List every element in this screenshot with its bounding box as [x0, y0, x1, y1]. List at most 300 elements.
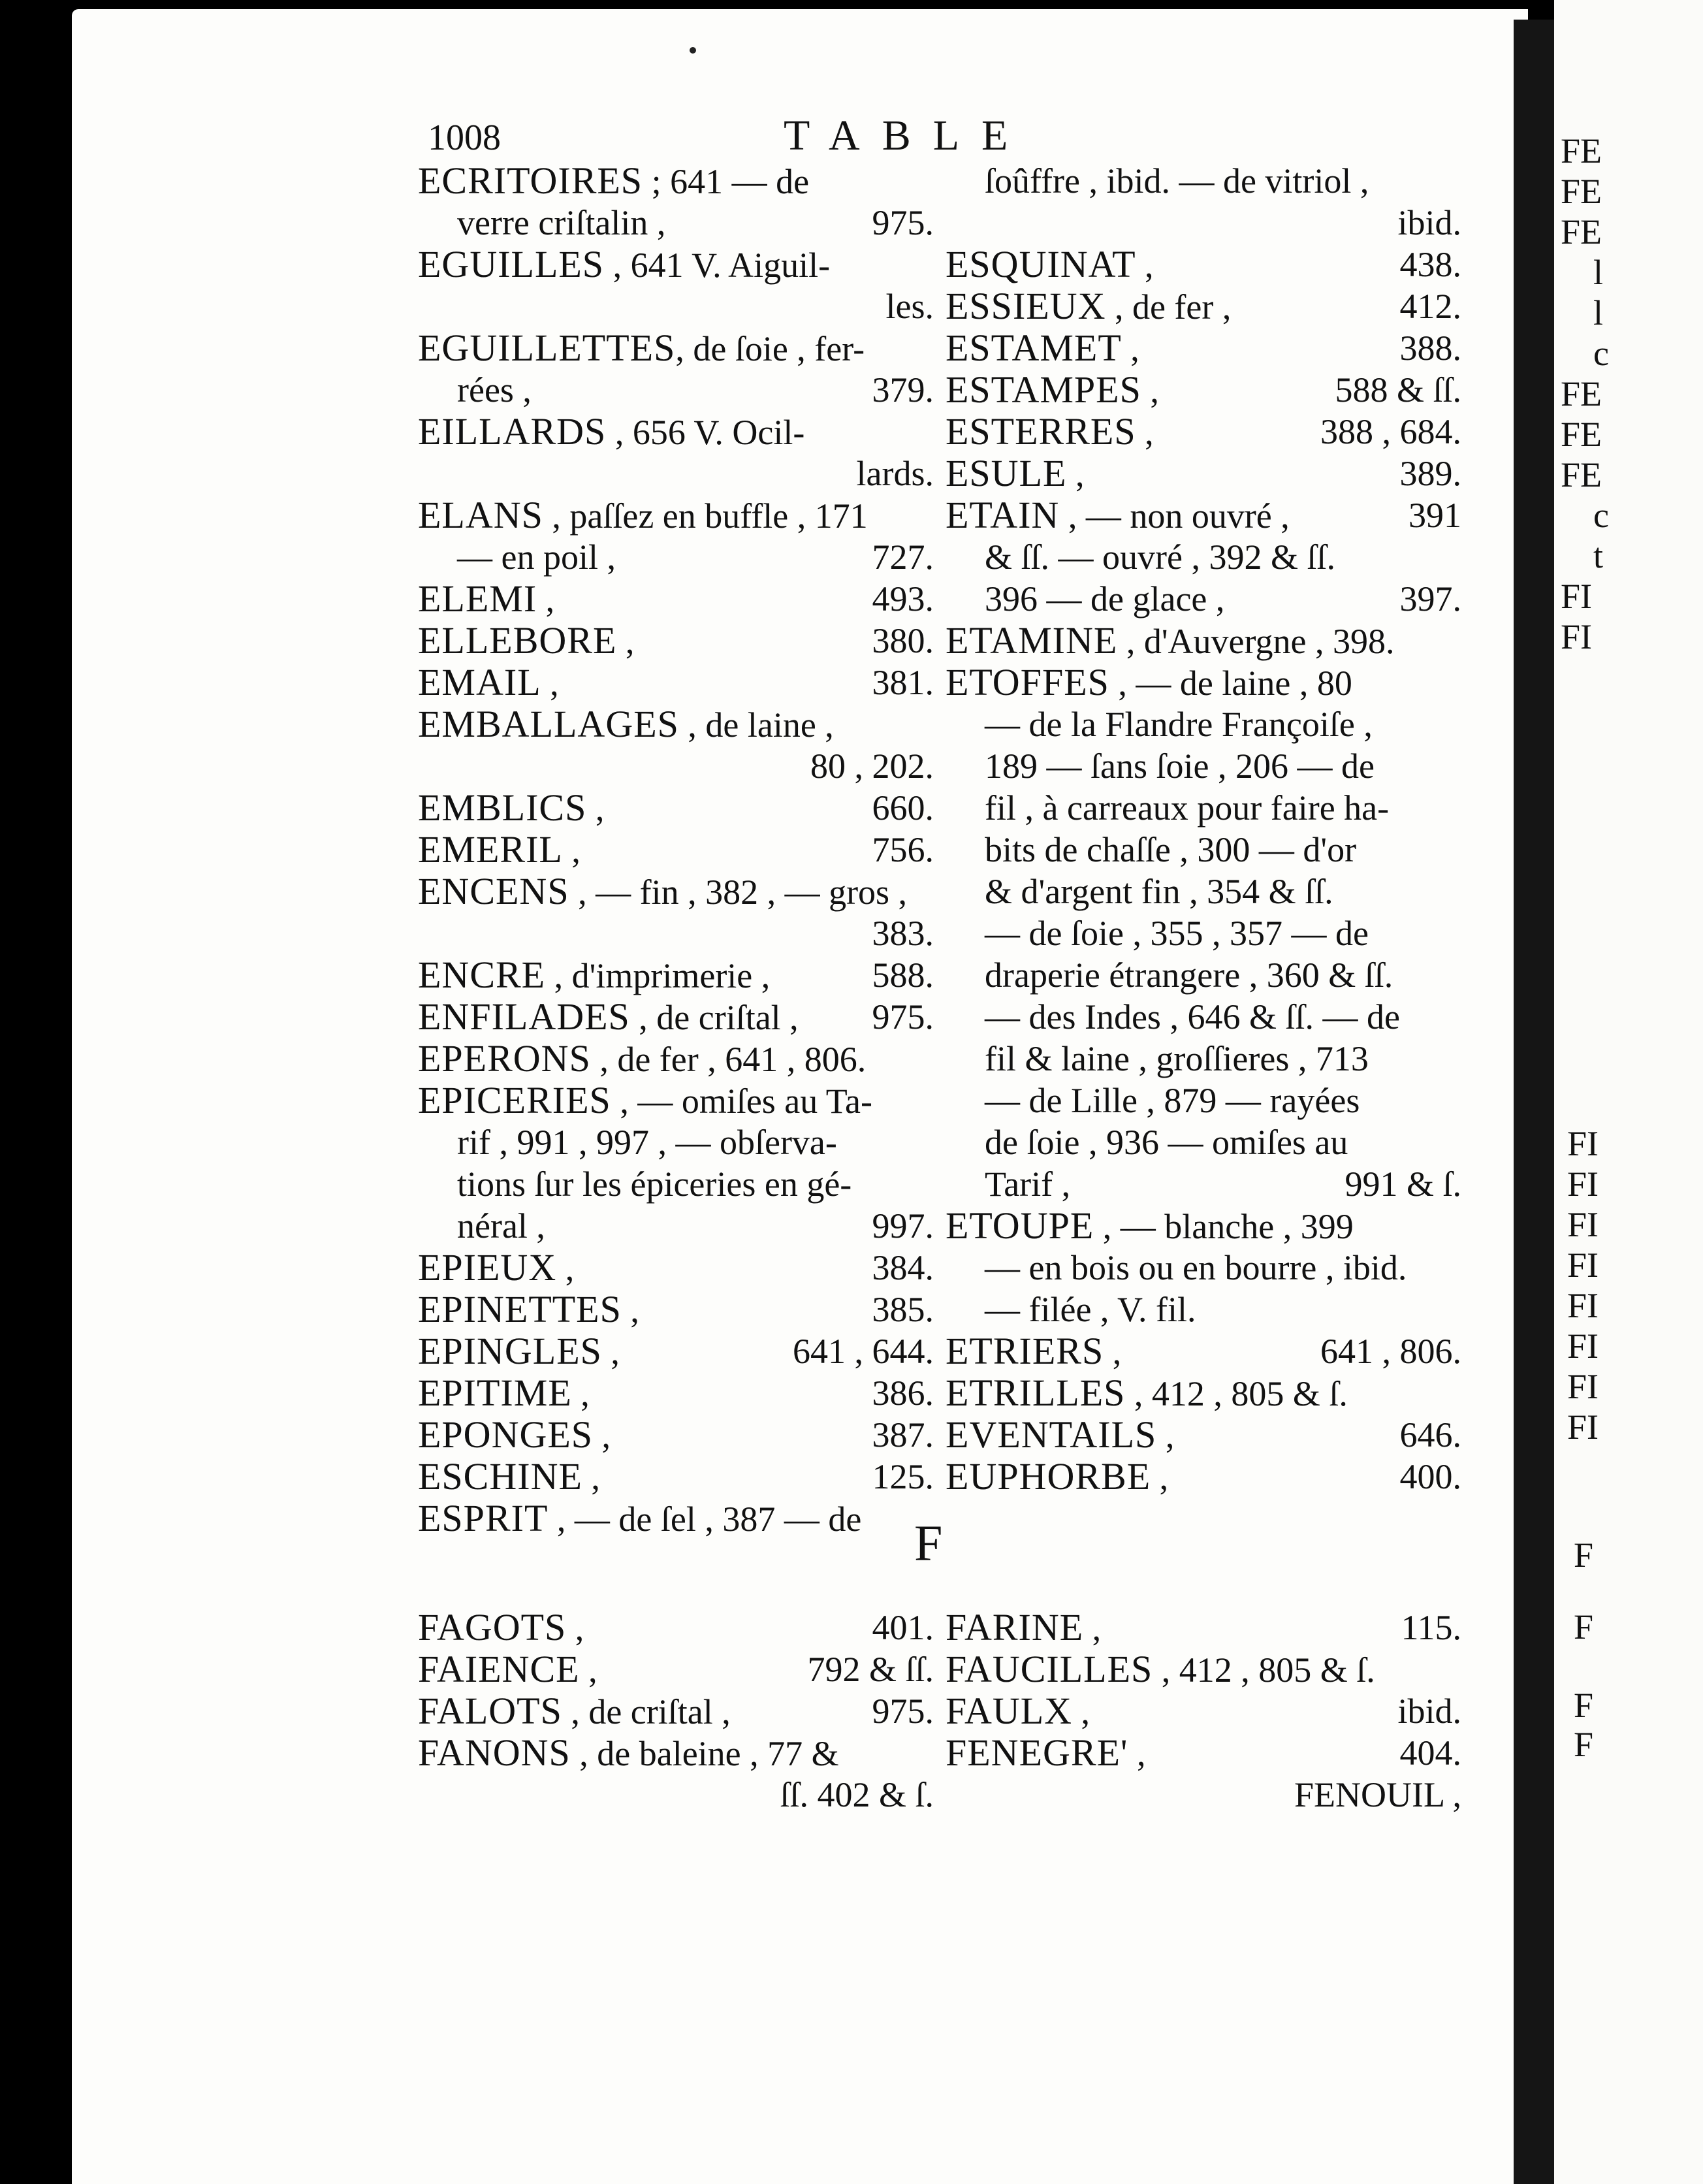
index-entry-line [418, 1414, 934, 1456]
index-entry-line [946, 1247, 1461, 1289]
entry-detail: , [1136, 246, 1154, 285]
index-entry-line [946, 1414, 1461, 1456]
entry-detail: , 641 V. Aiguil- [604, 246, 831, 285]
entry-text [946, 244, 1154, 286]
entry-detail: , — de ſel , 387 — de [548, 1500, 862, 1539]
entry-headword: ETOUPE [946, 1204, 1094, 1247]
entry-headword: EPIEUX [418, 1246, 557, 1289]
index-entry-line [418, 703, 934, 745]
entry-text [418, 1607, 584, 1649]
entry-text [457, 369, 532, 411]
entry-page-ref: 380. [872, 621, 934, 660]
index-entry-line [418, 327, 934, 369]
index-entry-line [418, 1038, 934, 1080]
entry-text [946, 1414, 1174, 1456]
entry-text [985, 745, 1375, 787]
facing-page-fragment: FE [1561, 172, 1602, 211]
facing-page-fragment: FI [1567, 1245, 1599, 1285]
facing-page-fragment: c [1593, 496, 1609, 535]
entry-text [418, 996, 799, 1038]
index-entry-line [418, 244, 934, 285]
entry-detail: , [1072, 1692, 1090, 1731]
index-entry-line [418, 829, 934, 871]
entry-text [985, 1121, 1348, 1163]
entry-page-ref: 397. [1399, 579, 1461, 618]
entry-detail: — en bois ou en bourre , ibid. [985, 1248, 1407, 1287]
facing-page-fragment: FI [1561, 617, 1593, 656]
entry-text [946, 1205, 1354, 1247]
index-entry-line [946, 1456, 1461, 1498]
entry-page-ref: 391 [1409, 496, 1461, 535]
index-entry-line [418, 1163, 934, 1205]
index-entry-line [418, 1247, 934, 1289]
index-entry-line [946, 1038, 1461, 1080]
index-entry-line [946, 1372, 1461, 1414]
entry-headword: FAGOTS [418, 1606, 567, 1648]
index-entry-line [946, 745, 1461, 787]
entry-page-ref: 792 & ſſ. [807, 1650, 934, 1689]
entry-page-ref: 646. [1399, 1415, 1461, 1454]
entry-page-ref: 389. [1399, 454, 1461, 493]
facing-page-fragment: F [1574, 1725, 1594, 1764]
entry-headword: ENCRE [418, 954, 546, 996]
entry-headword: EPINGLES [418, 1330, 602, 1372]
index-entry-line [418, 202, 934, 244]
index-entry-line [946, 411, 1461, 453]
facing-page-fragment: FE [1561, 374, 1602, 413]
entry-text [985, 787, 1389, 829]
entry-text [985, 1038, 1369, 1080]
facing-page-fragment: FE [1561, 455, 1602, 494]
entry-text [457, 1121, 837, 1163]
entry-detail: , [1128, 1734, 1146, 1773]
entry-text [418, 1080, 872, 1122]
entry-text [418, 1498, 861, 1540]
page-number: 1008 [428, 118, 501, 158]
entry-headword: EPICERIES [418, 1079, 611, 1121]
entry-detail: , d'Auvergne , 398. [1117, 622, 1395, 661]
entry-detail: , de baleine , 77 & [570, 1734, 839, 1773]
entry-text [418, 954, 770, 997]
index-entry-line [418, 662, 934, 703]
index-column-e-right [946, 160, 1461, 1498]
index-entry-line [946, 662, 1461, 703]
entry-text [418, 1289, 639, 1331]
entry-detail: , — omiſes au Ta- [611, 1082, 872, 1121]
entry-text [946, 620, 1394, 662]
index-entry-line [418, 453, 934, 494]
entry-page-ref: 641 , 644. [793, 1332, 934, 1371]
entry-detail: , de criſtal , [629, 998, 799, 1037]
index-entry-line [418, 912, 934, 954]
entry-text [418, 1690, 731, 1733]
entry-detail: 189 — ſans ſoie , 206 — de [985, 747, 1375, 786]
index-entry-line [946, 1121, 1461, 1163]
entry-text [946, 453, 1084, 495]
index-entry-line [418, 1690, 934, 1732]
entry-headword: FARINE [946, 1606, 1084, 1648]
facing-page-fragment: t [1593, 536, 1604, 575]
entry-text [985, 912, 1369, 954]
facing-page-fragment: FI [1567, 1164, 1599, 1204]
facing-page-fragment: l [1593, 293, 1604, 332]
index-entry-line [946, 1080, 1461, 1121]
entry-page-ref: 975. [872, 997, 934, 1036]
entry-headword: FENEGRE' [946, 1731, 1128, 1774]
entry-page-ref: 388 , 684. [1320, 412, 1461, 451]
index-entry-line [946, 327, 1461, 369]
index-entry-line [418, 369, 934, 411]
entry-page-ref: 80 , 202. [810, 747, 934, 786]
entry-page-ref: 125. [872, 1457, 934, 1496]
entry-detail: , [1066, 455, 1085, 494]
entry-headword: ETRIERS [946, 1330, 1104, 1372]
entry-page-ref: 381. [872, 663, 934, 702]
index-entry-line [946, 1732, 1461, 1774]
entry-headword: FAUCILLES [946, 1648, 1153, 1690]
index-entry-line [946, 369, 1461, 411]
entry-page-ref: 404. [1399, 1733, 1461, 1773]
entry-detail: fil & laine , groſſieres , 713 [985, 1039, 1369, 1078]
index-entry-line [418, 536, 934, 578]
entry-text [946, 1607, 1101, 1649]
entry-headword: ELLEBORE [418, 619, 617, 662]
entry-detail: , [582, 1458, 600, 1497]
entry-headword: ELANS [418, 494, 543, 536]
entry-detail: , [1156, 1416, 1175, 1455]
entry-headword: EPINETTES [418, 1288, 622, 1330]
entry-headword: ETRILLES [946, 1372, 1126, 1414]
entry-detail: , 412 , 805 & ſ. [1125, 1374, 1348, 1413]
entry-text [946, 1690, 1090, 1733]
entry-text [418, 829, 581, 871]
index-entry-line [418, 578, 934, 620]
index-entry-line [946, 578, 1461, 620]
entry-text [418, 494, 868, 537]
entry-detail: 396 — de glace , [985, 579, 1225, 618]
entry-page-ref: ibid. [1397, 203, 1461, 242]
entry-detail: , [556, 1249, 575, 1288]
entry-detail: , paſſez en buffle , 171 [543, 496, 868, 536]
entry-headword: ESTERRES [946, 410, 1136, 453]
entry-headword: ECRITOIRES [418, 159, 643, 202]
entry-headword: FAULX [946, 1690, 1073, 1732]
index-entry-line [946, 620, 1461, 662]
entry-detail: , [541, 664, 559, 703]
entry-page-ref: 388. [1399, 329, 1461, 368]
index-entry-line [946, 1163, 1461, 1205]
entry-detail: , de criſtal , [562, 1692, 731, 1731]
index-entry-line [946, 1330, 1461, 1372]
entry-page-ref: les. [885, 287, 934, 326]
entry-text [418, 1372, 590, 1415]
entry-detail: , [586, 789, 605, 828]
index-column-e-left [418, 160, 934, 1539]
entry-detail: , [1151, 1458, 1169, 1497]
entry-detail: fil , à carreaux pour faire ha- [985, 788, 1390, 827]
entry-detail: , de ſoie , fer- [675, 329, 865, 368]
entry-text [457, 1163, 852, 1205]
page-title: TABLE [784, 112, 1030, 159]
facing-page-fragment: l [1593, 253, 1604, 292]
entry-headword: EGUILLETTES [418, 327, 676, 369]
index-entry-line [946, 1205, 1461, 1247]
index-entry-line [418, 1456, 934, 1498]
facing-page-fragment: FI [1567, 1205, 1599, 1244]
entry-text [418, 787, 604, 829]
entry-text [946, 285, 1231, 328]
facing-page-fragments [1554, 0, 1703, 2184]
entry-text [946, 1372, 1348, 1415]
entry-text [946, 494, 1290, 537]
entry-text [418, 1330, 620, 1373]
entry-text [946, 1330, 1121, 1373]
entry-detail: & d'argent fin , 354 & ſſ. [985, 872, 1333, 911]
entry-detail: , [1136, 413, 1154, 452]
entry-detail: , [566, 1609, 584, 1648]
book-gutter [1514, 20, 1554, 2184]
index-entry-line [946, 244, 1461, 285]
index-entry-line [946, 954, 1461, 996]
entry-detail: , [593, 1416, 611, 1455]
index-entry-line [946, 1774, 1461, 1816]
entry-page-ref: 387. [872, 1415, 934, 1454]
facing-page-fragment: FI [1567, 1124, 1599, 1163]
entry-headword: EVENTAILS [946, 1413, 1157, 1456]
entry-text [418, 327, 865, 370]
entry-detail: , de fer , [1106, 287, 1232, 327]
index-entry-line [946, 912, 1461, 954]
entry-page-ref: 386. [872, 1373, 934, 1413]
entry-text [946, 327, 1139, 370]
entry-detail: — de la Flandre Françoiſe , [985, 705, 1373, 744]
entry-page-ref: 588. [872, 956, 934, 995]
entry-headword: EMAIL [418, 661, 541, 703]
index-entry-line [946, 871, 1461, 912]
entry-headword: EPITIME [418, 1372, 572, 1414]
entry-detail: — des Indes , 646 & ſſ. — de [985, 997, 1400, 1036]
entry-text [457, 202, 665, 244]
entry-page-ref: 385. [872, 1290, 934, 1329]
entry-detail: , 656 V. Ocil- [606, 413, 805, 452]
index-column-f-left [418, 1607, 934, 1816]
entry-detail: Tarif , [985, 1164, 1071, 1204]
entry-headword: ESPRIT [418, 1497, 549, 1539]
entry-detail: , — non ouvré , [1059, 496, 1290, 536]
entry-detail: , [601, 1332, 620, 1372]
entry-text [985, 578, 1224, 620]
facing-page-fragment: F [1574, 1535, 1594, 1575]
entry-headword: FALOTS [418, 1690, 562, 1732]
entry-detail: , — blanche , 399 [1094, 1207, 1354, 1246]
entry-text [418, 871, 907, 913]
entry-headword: EGUILLES [418, 243, 605, 285]
facing-page-fragment: FI [1567, 1286, 1599, 1325]
index-entry-line [946, 829, 1461, 871]
entry-page-ref: FENOUIL , [1294, 1775, 1461, 1814]
index-entry-line [418, 1121, 934, 1163]
index-entry-line [946, 787, 1461, 829]
entry-headword: ELEMI [418, 577, 537, 620]
entry-text [946, 1648, 1375, 1691]
index-entry-line [946, 996, 1461, 1038]
entry-headword: ESTAMET [946, 327, 1122, 369]
entry-page-ref: 383. [872, 914, 934, 953]
entry-page-ref: 975. [872, 203, 934, 242]
index-entry-line [418, 1648, 934, 1690]
index-entry-line [946, 453, 1461, 494]
facing-page-fragment: FI [1567, 1367, 1599, 1406]
entry-detail: , [571, 1374, 590, 1413]
entry-headword: ENFILADES [418, 995, 630, 1038]
entry-text [946, 1732, 1145, 1774]
entry-headword: ETAIN [946, 494, 1060, 536]
entry-detail: , [579, 1650, 597, 1690]
entry-page-ref: 756. [872, 830, 934, 869]
entry-headword: EILLARDS [418, 410, 607, 453]
entry-detail: , — fin , 382 , — gros , [569, 873, 908, 912]
entry-page-ref: 400. [1399, 1457, 1461, 1496]
index-entry-line [946, 285, 1461, 327]
entry-text [418, 244, 830, 286]
entry-headword: ESCHINE [418, 1455, 582, 1498]
index-entry-line [418, 871, 934, 912]
entry-text [418, 703, 834, 746]
index-entry-line [418, 494, 934, 536]
entry-detail: , 412 , 805 & ſ. [1153, 1650, 1375, 1690]
entry-detail: draperie étrangere , 360 & ſſ. [985, 956, 1393, 995]
entry-text [418, 578, 554, 620]
entry-headword: EMBALLAGES [418, 703, 679, 745]
entry-page-ref: 379. [872, 370, 934, 410]
entry-detail: , [1104, 1332, 1122, 1372]
entry-detail: de ſoie , 936 — omiſes au [985, 1123, 1348, 1162]
entry-detail: — de ſoie , 355 , 357 — de [985, 914, 1369, 953]
entry-text [946, 662, 1352, 704]
entry-detail: bits de chaſſe , 300 — d'or [985, 830, 1357, 869]
facing-page-fragment: FE [1561, 131, 1602, 170]
index-entry-line [418, 1732, 934, 1774]
entry-text [985, 1289, 1196, 1330]
entry-text [418, 1456, 600, 1498]
index-entry-line [418, 1330, 934, 1372]
index-entry-line [946, 202, 1461, 244]
entry-page-ref: 412. [1399, 287, 1461, 326]
index-entry-line [418, 620, 934, 662]
entry-headword: ESQUINAT [946, 243, 1136, 285]
entry-page-ref: 660. [872, 788, 934, 827]
entry-detail: rées , [457, 370, 532, 410]
entry-headword: ESSIEUX [946, 285, 1106, 327]
entry-detail: , [621, 1291, 639, 1330]
entry-text [985, 871, 1333, 912]
entry-page-ref: 493. [872, 579, 934, 618]
entry-headword: EPONGES [418, 1413, 594, 1456]
index-entry-line [418, 745, 934, 787]
index-entry-line [946, 1289, 1461, 1330]
entry-text [418, 1648, 597, 1691]
entry-text [418, 411, 804, 453]
entry-headword: FANONS [418, 1731, 571, 1774]
entry-detail: , [1083, 1609, 1102, 1648]
entry-page-ref: 401. [872, 1608, 934, 1647]
entry-detail: ſoûffre , ibid. — de vitriol , [985, 161, 1369, 201]
index-entry-line [946, 494, 1461, 536]
entry-headword: EMERIL [418, 828, 563, 871]
entry-detail: — en poil , [457, 538, 616, 577]
entry-text [985, 954, 1393, 996]
entry-page-ref: 384. [872, 1248, 934, 1287]
entry-text [418, 160, 809, 202]
entry-headword: ENCENS [418, 870, 569, 912]
entry-text [985, 829, 1356, 871]
index-entry-line [418, 1372, 934, 1414]
entry-text [457, 1205, 545, 1247]
entry-page-ref: ibid. [1397, 1692, 1461, 1731]
facing-page-fragment: c [1593, 334, 1609, 373]
entry-detail: , de fer , 641 , 806. [590, 1040, 867, 1079]
entry-detail: , [1141, 371, 1159, 410]
index-entry-line [946, 1690, 1461, 1732]
index-entry-line [946, 1648, 1461, 1690]
entry-detail: , de laine , [678, 705, 834, 745]
entry-text [946, 411, 1154, 453]
entry-detail: tions ſur les épiceries en gé- [457, 1164, 852, 1204]
entry-detail: verre criſtalin , [457, 203, 666, 242]
entry-text [418, 1247, 574, 1289]
entry-text [418, 1038, 866, 1080]
entry-text [985, 996, 1400, 1038]
entry-detail: , [616, 622, 635, 661]
index-entry-line [418, 1498, 934, 1539]
index-entry-line [418, 1607, 934, 1648]
entry-headword: EUPHORBE [946, 1455, 1151, 1498]
entry-detail: , [562, 831, 581, 870]
ink-spot [690, 47, 696, 54]
entry-page-ref: 975. [872, 1692, 934, 1731]
index-entry-line [418, 1289, 934, 1330]
index-entry-line [946, 536, 1461, 578]
section-letter: F [914, 1515, 943, 1571]
entry-detail: rif , 991 , 997 , — obſerva- [457, 1123, 837, 1162]
entry-detail: , [537, 580, 555, 619]
entry-text [985, 1080, 1360, 1121]
entry-headword: ETOFFES [946, 661, 1109, 703]
index-entry-line [946, 1607, 1461, 1648]
entry-page-ref: lards. [856, 454, 934, 493]
entry-headword: EMBLICS [418, 786, 587, 829]
entry-text [985, 1247, 1407, 1289]
entry-headword: ETAMINE [946, 619, 1118, 662]
index-column-f-right [946, 1607, 1461, 1816]
index-entry-line [418, 160, 934, 202]
index-entry-line [418, 787, 934, 829]
entry-headword: EPERONS [418, 1037, 591, 1080]
entry-text [985, 536, 1335, 578]
entry-detail: & ſſ. — ouvré , 392 & ſſ. [985, 538, 1335, 577]
entry-detail: ; 641 — de [643, 162, 810, 201]
entry-text [457, 536, 616, 578]
entry-page-ref: 641 , 806. [1320, 1332, 1461, 1371]
entry-page-ref: 115. [1401, 1608, 1461, 1647]
index-entry-line [946, 703, 1461, 745]
entry-text [985, 160, 1369, 202]
entry-headword: ESTAMPES [946, 368, 1141, 411]
entry-text [946, 369, 1159, 411]
index-entry-line [418, 1080, 934, 1121]
entry-detail: néral , [457, 1206, 545, 1245]
entry-text [985, 1163, 1070, 1205]
